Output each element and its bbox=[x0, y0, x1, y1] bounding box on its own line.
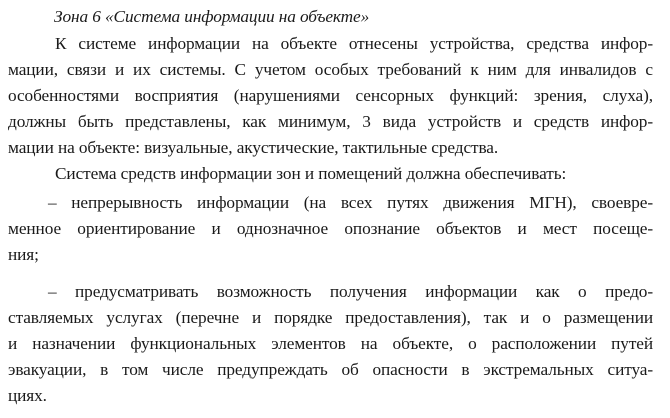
paragraph-1-line-3: особенностями восприятия (нарушениями сенсорных функций: зрения, слуха), bbox=[8, 86, 653, 105]
list-item-1-line-2: менное ориентирование и однозначное опознание объектов и мест посеще- bbox=[8, 219, 653, 238]
paragraph-1-line-1: К системе информации на объекте отнесены устройства, средства инфор- bbox=[55, 34, 653, 53]
list-item-2-line-4: эвакуации, в том числе предупреждать об опасности в экстремальных ситуа- bbox=[8, 360, 653, 379]
paragraph-1-line-2: мации, связи и их системы. С учетом особых требований к ним для инвалидов с bbox=[8, 60, 653, 79]
paragraph-2-line-1: Система средств информации зон и помещений должна обеспечивать: bbox=[55, 164, 567, 183]
list-item-1-line-3: ния; bbox=[8, 245, 39, 264]
section-heading: Зона 6 «Система информации на объекте» bbox=[54, 7, 370, 26]
list-item-2-line-5: циях. bbox=[8, 386, 47, 405]
list-item-1-line-1: – непрерывность информации (на всех путях движения МГН), своевре- bbox=[48, 193, 653, 212]
list-item-2-line-2: ставляемых услугах (перечне и порядке предоставления), так и о размещении bbox=[8, 308, 653, 327]
list-item-2-line-1: – предусматривать возможность получения информации как о предо- bbox=[48, 282, 653, 301]
paragraph-1-line-5: мации на объекте: визуальные, акустические, тактильные средства. bbox=[8, 138, 499, 157]
list-item-2-line-3: и назначении функциональных элементов на объекте, о расположении путей bbox=[8, 334, 653, 353]
paragraph-1-line-4: должны быть представлены, как минимум, 3 вида устройств и средств инфор- bbox=[8, 112, 653, 131]
